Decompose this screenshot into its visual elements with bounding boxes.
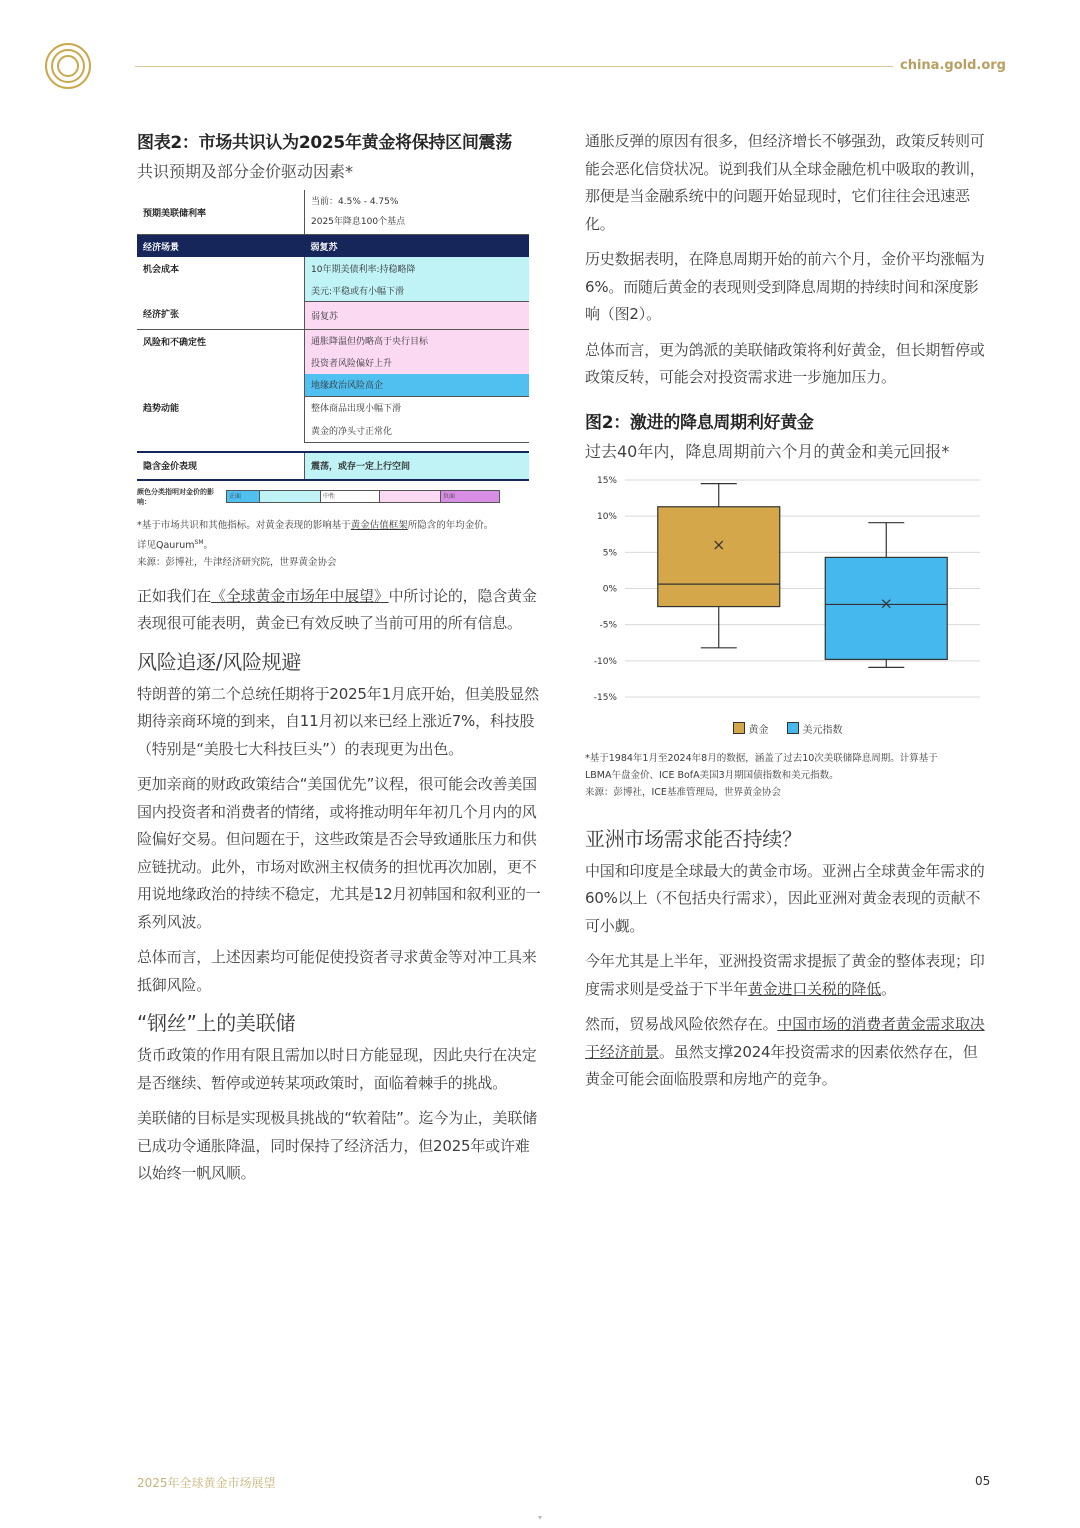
- paragraph-monetary: 货币政策的作用有限且需加以时日方能显现，因此央行在决定是否继续、暂停或逆转某项政策时，面临着棘手的挑战。: [137, 1046, 537, 1092]
- import-duty-link[interactable]: 黄金进口关税的降低: [747, 979, 882, 998]
- gold-rings-logo: [44, 42, 92, 90]
- figure2-ref[interactable]: 图2: [614, 305, 639, 323]
- scenario-row: [137, 235, 529, 258]
- box-plot-svg: [585, 472, 990, 717]
- page-number: 05: [975, 1474, 991, 1488]
- risk-label: 风险和不确定性: [143, 337, 207, 348]
- table-color-legend: 颜色分类指明对金价的影响： 正面 中性 负面: [137, 487, 529, 507]
- paragraph-midyear: 正如我们在《全球黄金市场年中展望》中所讨论的，隐含黄金表现很可能表明，黄金已有效反映了当前可用的所有信息。: [137, 586, 537, 633]
- implied-value: 震荡，或存一定上行空间: [305, 452, 530, 480]
- legend-negative: 负面: [440, 490, 500, 503]
- rate-value: 当前：4.5% - 4.75% 2025年降息100个基点: [305, 190, 530, 235]
- box-1: [825, 557, 947, 659]
- paragraph-hedge: 总体而言，上述因素均可能促使投资者寻求黄金等对冲工具来抵御风险。: [137, 948, 537, 994]
- mom-item-2: 黄金的净头寸正常化: [305, 419, 530, 443]
- exp-label: 经济扩张: [137, 302, 305, 330]
- exp-item-1: 弱复苏: [305, 302, 530, 330]
- legend-positive-light: [259, 490, 321, 503]
- y-tick-label: -5%: [599, 620, 617, 631]
- y-tick-label: 15%: [596, 475, 617, 486]
- box-0: [658, 506, 780, 606]
- page-indicator: ▾: [538, 1513, 543, 1522]
- box-chart: [585, 472, 990, 742]
- paragraph-asia-investment: 今年尤其是上半年，亚洲投资需求提振了黄金的整体表现；印度需求则是受益于下半年黄金进口关税的降低。: [585, 952, 985, 998]
- paragraph-history: 历史数据表明，在降息周期开始的前六个月，金价平均涨幅为6%。而随后黄金的表现则受到降息周期的持续时间和深度影响（图2）。: [585, 250, 985, 323]
- figure2-title: 图表2：市场共识认为2025年黄金将保持区间震荡: [137, 133, 512, 153]
- chart-note: *基于1984年1月至2024年8月的数据，涵盖了过去10次美联储降息周期。计算基于 LBMA午盘金价、ICE BofA美国3月期国债指数和美元指数。 来源：彭博社，ICE基准管理局，世界黄金协会: [585, 752, 938, 798]
- paragraph-trump: 特朗普的第二个总统任期将于2025年1月底开始，但美股显然期待亲商环境的到来，自11月初以来已经上涨近7%，科技股（特别是“美股七大科技巨头”）的表现更为出色。: [137, 684, 539, 758]
- scenario-label: 经济场景: [137, 235, 305, 258]
- legend-positive: 正面: [226, 490, 260, 503]
- consensus-table: [137, 190, 529, 481]
- opp-item-1: 10年期美债利率:持稳略降: [305, 257, 530, 279]
- legend-neutral: 中性: [320, 490, 380, 503]
- table-note: *基于市场共识和其他指标。对黄金表现的影响基于黄金估值框架所隐含的年均金价。 详见Qaurum℠。 来源：彭博社，牛津经济研究院，世界黄金协会: [137, 519, 494, 568]
- paragraph-trade-war: 然而，贸易战风险依然存在。中国市场的消费者黄金需求取决于经济前景。虽然支撑2024年投资需求的因素依然存在，但黄金可能会面临股票和房地产的竞争。: [585, 1015, 985, 1088]
- y-tick-label: 0%: [602, 584, 617, 594]
- implied-label: 隐含金价表现: [143, 462, 198, 472]
- y-tick-label: 10%: [596, 511, 617, 522]
- right-column: [585, 128, 990, 1102]
- valuation-framework-link[interactable]: 黄金估值框架: [350, 519, 408, 531]
- paragraph-fiscal: 更加亲商的财政政策结合“美国优先”议程，很可能会改善美国国内投资者和消费者的情绪，或将推动明年年初几个月内的风险偏好交易。但问题在于，这些政策是否会导致通胀压力和供应链扰动。此外，市场对欧洲主权债务的担忧再次加剧，更不用说地缘政治的持续不稳定，尤其是12月初韩国和叙利亚的一系列风波。: [137, 775, 541, 931]
- site-url[interactable]: china.gold.org: [900, 58, 1006, 73]
- mom-label: 趋势动能: [143, 404, 180, 414]
- y-tick-label: -15%: [593, 692, 617, 703]
- heading-asia: 亚洲市场需求能否持续？: [585, 826, 802, 851]
- footer-title: 2025年全球黄金市场展望: [137, 1476, 276, 1490]
- chart-legend: [585, 721, 990, 736]
- paragraph-china-india: 中国和印度是全球最大的黄金市场。亚洲占全球黄金年需求的60%以上（不包括央行需求），因此亚洲对黄金表现的贡献不可小觑。: [585, 861, 985, 935]
- legend-gold: 黄金: [733, 721, 769, 736]
- heading-fed: “钢丝”上的美联储: [137, 1011, 296, 1036]
- opp-label: 机会成本: [143, 265, 180, 275]
- paragraph-inflation: 通胀反弹的原因有很多，但经济增长不够强劲，政策反转则可能会恶化信贷状况。说到我们从全球金融危机中吸取的教训，那便是当金融系统中的问题开始显现时，它们往往会迅速恶化。: [585, 132, 985, 233]
- heading-risk: 风险追逐/风险规避: [137, 649, 302, 674]
- left-column: [137, 128, 542, 1196]
- risk-item-1: 通胀降温但仍略高于央行目标: [305, 329, 530, 352]
- opp-item-2: 美元:平稳或有小幅下滑: [305, 279, 530, 302]
- legend-negative-light: [379, 490, 441, 503]
- y-tick-label: 5%: [602, 547, 617, 558]
- paragraph-dovish: 总体而言，更为鸽派的美联储政策将利好黄金，但长期暂停或政策反转，可能会对投资需求进一步施加压力。: [585, 340, 985, 386]
- figure2-subtitle: 共识预期及部分金价驱动因素*: [137, 162, 354, 181]
- chart-title: 图2：激进的降息周期利好黄金: [585, 412, 814, 433]
- header-rule: [135, 66, 893, 67]
- paragraph-softlanding: 美联储的目标是实现极具挑战的“软着陆”。迄今为止，美联储已成功令通胀降温，同时保持了经济活力，但2025年或许难以始终一帆风顺。: [137, 1109, 537, 1183]
- risk-item-3: 地缘政治风险高企: [305, 374, 530, 397]
- rate-label: 预期美联储利率: [137, 190, 305, 235]
- mom-item-1: 整体商品出现小幅下滑: [305, 396, 530, 419]
- chart-subtitle: 过去40年内，降息周期前六个月的黄金和美元回报*: [585, 441, 950, 461]
- scenario-value: 弱复苏: [305, 235, 530, 258]
- y-tick-label: -10%: [593, 656, 617, 667]
- midyear-outlook-link[interactable]: 《全球黄金市场年中展望》: [211, 586, 389, 605]
- risk-item-2: 投资者风险偏好上升: [305, 352, 530, 374]
- legend-usd: 美元指数: [787, 721, 843, 736]
- china-demand-link[interactable]: 中国市场的消费者黄金需求取决于经济前景: [585, 1015, 985, 1061]
